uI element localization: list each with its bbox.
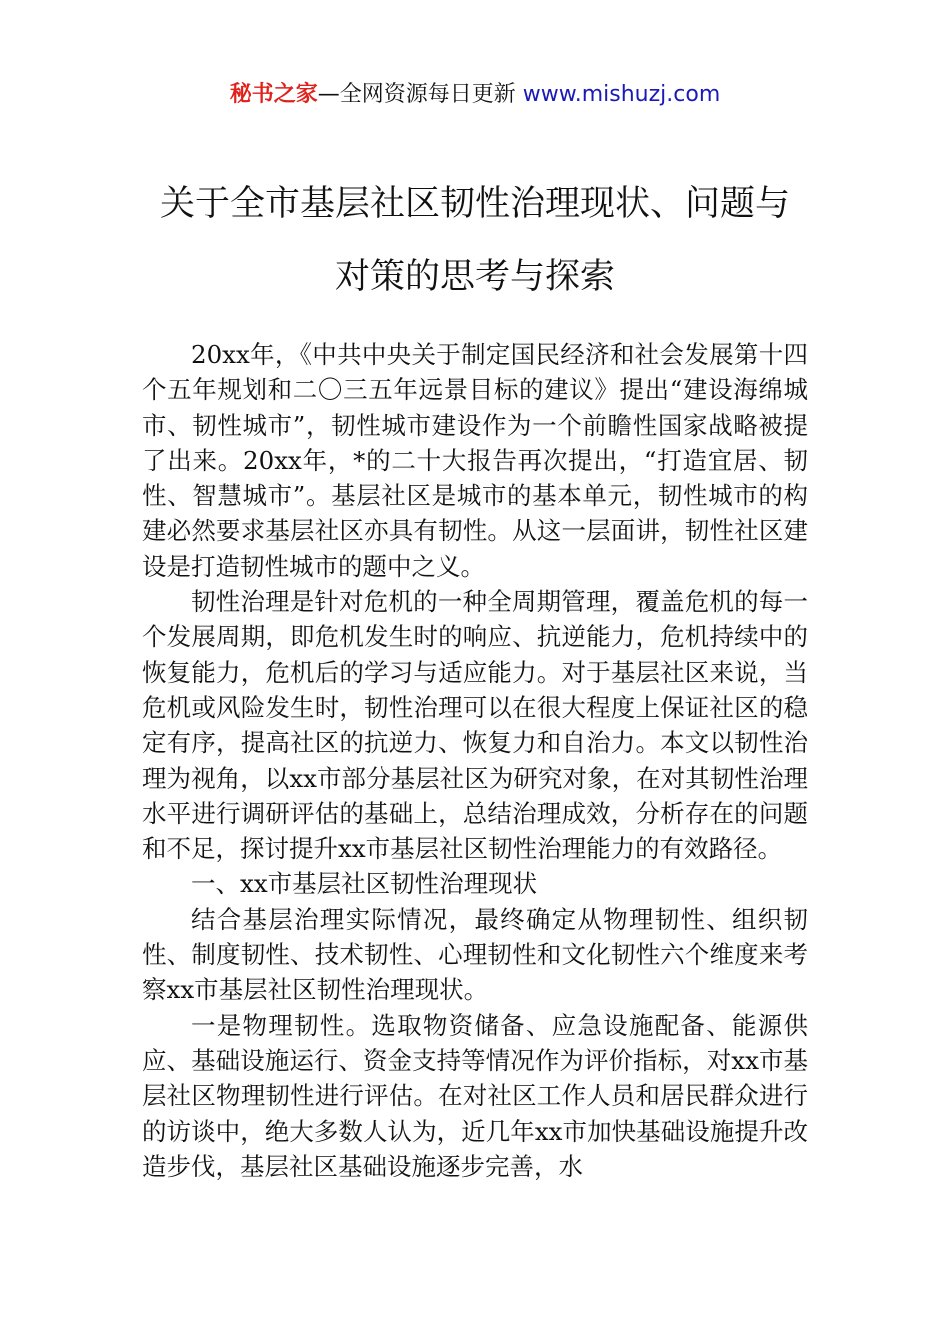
paragraph-intro: 20xx年，《中共中央关于制定国民经济和社会发展第十四个五年规划和二〇三五年远景目标的建议》提出“建设海绵城市、韧性城市”，韧性城市建设作为一个前瞻性国家战略被提了出来。20xx年，*的二十大报告再次提出，“打造宜居、韧性、智慧城市”。基层社区是城市的基本单元，韧性城市的构建必然要求基层社区亦具有韧性。从这一层面讲，韧性社区建设是打造韧性城市的题中之义。 — [142, 340, 808, 581]
document-title — [140, 168, 810, 314]
paragraph-resilience-governance: 韧性治理是针对危机的一种全周期管理，覆盖危机的每一个发展周期，即危机发生时的响应、抗逆能力，危机持续中的恢复能力，危机后的学习与适应能力。对于基层社区来说，当危机或风险发生时，韧性治理可以在很大程度上保证社区的稳定有序，提高社区的抗逆力、恢复力和自治力。本文以韧性治理为视角，以xx市部分基层社区为研究对象，在对其韧性治理水平进行调研评估的基础上，总结治理成效，分析存在的问题和不足，探讨提升xx市基层社区韧性治理能力的有效路径。 — [142, 587, 808, 864]
paragraph-dimensions: 结合基层治理实际情况，最终确定从物理韧性、组织韧性、制度韧性、技术韧性、心理韧性和文化韧性六个维度来考察xx市基层社区韧性治理现状。 — [142, 904, 808, 1005]
brand-name: 秘书之家 — [229, 82, 318, 107]
section-heading-1: 一、xx市基层社区韧性治理现状 — [191, 869, 538, 899]
site-url-link[interactable]: www.mishuzj.com — [522, 82, 721, 107]
title-line-2: 对策的思考与探索 — [334, 257, 615, 297]
header-tagline: —全网资源每日更新 — [317, 82, 523, 107]
site-header — [0, 80, 950, 110]
document-body — [142, 337, 808, 1184]
title-line-1: 关于全市基层社区韧性治理现状、问题与 — [159, 184, 790, 224]
paragraph-physical-resilience: 一是物理韧性。选取物资储备、应急设施配备、能源供应、基础设施运行、资金支持等情况作为评价指标，对xx市基层社区物理韧性进行评估。在对社区工作人员和居民群众进行的访谈中，绝大多数人认为，近几年xx市加快基础设施提升改造步伐，基层社区基础设施逐步完善，水 — [142, 1010, 808, 1181]
